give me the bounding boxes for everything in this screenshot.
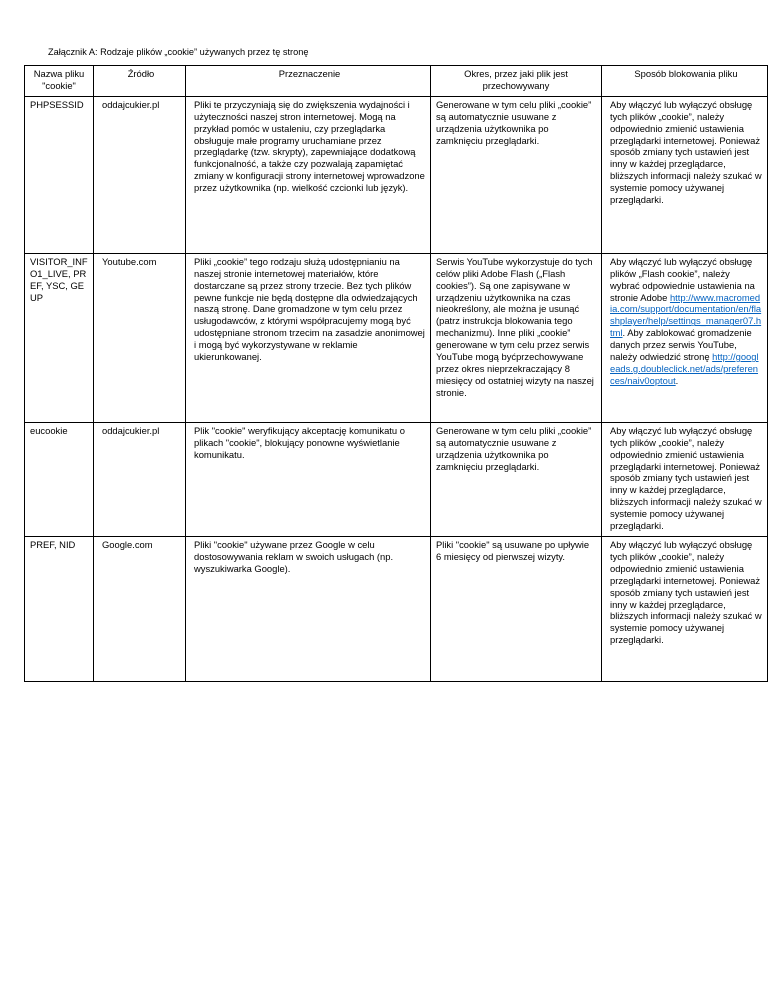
table-row <box>25 422 768 536</box>
cookie-name-cell: PHPSESSID <box>25 96 94 253</box>
cookie-blocking-cell: Aby włączyć lub wyłączyć obsługę tych plików „cookie”, należy odpowiednio zmienić ustawienia przeglądarki internetowej. Ponieważ sposób zmiany tych ustawień jest inny w każdej przeglądarce, bliższych informacji należy szukać w systemie pomocy używanej przeglądarki. <box>602 536 768 681</box>
cookie-name-cell: eucookie <box>25 422 94 536</box>
cookie-name-cell: VISITOR_INFO1_LIVE, PREF, YSC, GEUP <box>25 253 94 422</box>
cookie-source-cell: oddajcukier.pl <box>94 96 186 253</box>
table-row <box>25 96 768 253</box>
cookie-table <box>24 65 768 682</box>
table-row <box>25 253 768 422</box>
adobe-settings-link[interactable]: http://www.macromedia.com/support/documentation/en/flashplayer/help/settings_manager07.html <box>610 291 762 339</box>
cookie-period-cell: Pliki "cookie" są usuwane po upływie 6 miesięcy od pierwszej wizyty. <box>431 536 602 681</box>
google-ads-preferences-link[interactable]: http://googleads.g.doubleclick.net/ads/preferences/naiv0optout <box>610 351 759 386</box>
column-header-blocking: Sposób blokowania pliku <box>602 66 768 97</box>
cookie-period-cell: Generowane w tym celu pliki „cookie” są automatycznie usuwane z urządzenia użytkownika po zamknięciu przeglądarki. <box>431 96 602 253</box>
column-header-period: Okres, przez jaki plik jest przechowywany <box>431 66 602 97</box>
cookie-period-cell: Serwis YouTube wykorzystuje do tych celów pliki Adobe Flash („Flash cookies”). Są one zapisywane w urządzeniu użytkownika na czas nieokreślony, ale można je usunąć (patrz instrukcja blokowania tego mechanizmu). Inne pliki „cookie” generowane w tym celu przez serwis YouTube mogą byćprzechowywane przez okres nieprzekraczający 8 miesięcy od ostatniej wizyty na naszej stronie. <box>431 253 602 422</box>
blocking-mid-text: . Aby zablokować gromadzenie danych przez serwis YouTube, należy odwiedzić stronę <box>610 327 752 363</box>
column-header-purpose: Przeznaczenie <box>186 66 431 97</box>
cookie-source-cell: Google.com <box>94 536 186 681</box>
cookie-name-cell: PREF, NID <box>25 536 94 681</box>
cookie-purpose-cell: Pliki "cookie" używane przez Google w celu dostosowywania reklam w swoich usługach (np. wyszukiwarka Google). <box>186 536 431 681</box>
cookie-blocking-cell: Aby włączyć lub wyłączyć obsługę tych plików „cookie”, należy odpowiednio zmienić ustawienia przeglądarki internetowej. Ponieważ sposób zmiany tych ustawień jest inny w każdej przeglądarce, bliższych informacji należy szukać w systemie pomocy używanej przeglądarki. <box>602 422 768 536</box>
cookie-blocking-cell: Aby włączyć lub wyłączyć obsługę tych plików „cookie”, należy odpowiednio zmienić ustawienia przeglądarki internetowej. Ponieważ sposób zmiany tych ustawień jest inny w każdej przeglądarce, bliższych informacji należy szukać w systemie pomocy używanej przeglądarki. <box>602 96 768 253</box>
column-header-name: Nazwa pliku "cookie" <box>25 66 94 97</box>
page-title: Załącznik A: Rodzaje plików „cookie” używanych przez tę stronę <box>48 47 309 57</box>
cookie-purpose-cell: Pliki „cookie” tego rodzaju służą udostępnianiu na naszej stronie internetowej materiałów, które dostarczane są przez strony trzecie. Bez tych plików pewne funkcje nie będą dostępne dla odwiedzających naszą stronę. Dane gromadzone w tym celu przez usługodawców, z którymi współpracujemy mogą być udostępniane stronom trzecim na zasadzie anonimowej i mogą być wykorzystywane w reklamie ukierunkowanej. <box>186 253 431 422</box>
cookie-blocking-cell <box>602 253 768 422</box>
cookie-purpose-cell: Pliki te przyczyniają się do zwiększenia wydajności i użyteczności naszej stron internetowej. Mogą na przykład pomóc w ustaleniu, czy przeglądarka obsługuje małe programy uruchamiane przez przeglądarkę (tzw. skrypty), zapewniające dodatkową funkcjonalność, a także czy pozwalają zapamiętać zmiany w konfiguracji strony internetowej wprowadzone przez użytkownika (np. wielkość czcionki lub język). <box>186 96 431 253</box>
cookie-purpose-cell: Plik "cookie" weryfikujący akceptację komunikatu o plikach "cookie", blokujący ponowne wyświetlanie komunikatu. <box>186 422 431 536</box>
table-row <box>25 536 768 681</box>
cookie-source-cell: oddajcukier.pl <box>94 422 186 536</box>
column-header-source: Źródło <box>94 66 186 97</box>
blocking-end-text: . <box>675 374 679 386</box>
cookie-period-cell: Generowane w tym celu pliki „cookie” są automatycznie usuwane z urządzenia użytkownika po zamknięciu przeglądarki. <box>431 422 602 536</box>
cookie-source-cell: Youtube.com <box>94 253 186 422</box>
blocking-intro-text: Aby włączyć lub wyłączyć obsługę plików „Flash cookie”, należy wybrać odpowiednie ustawienia na stronie Adobe <box>610 255 755 303</box>
table-header-row <box>25 66 768 97</box>
